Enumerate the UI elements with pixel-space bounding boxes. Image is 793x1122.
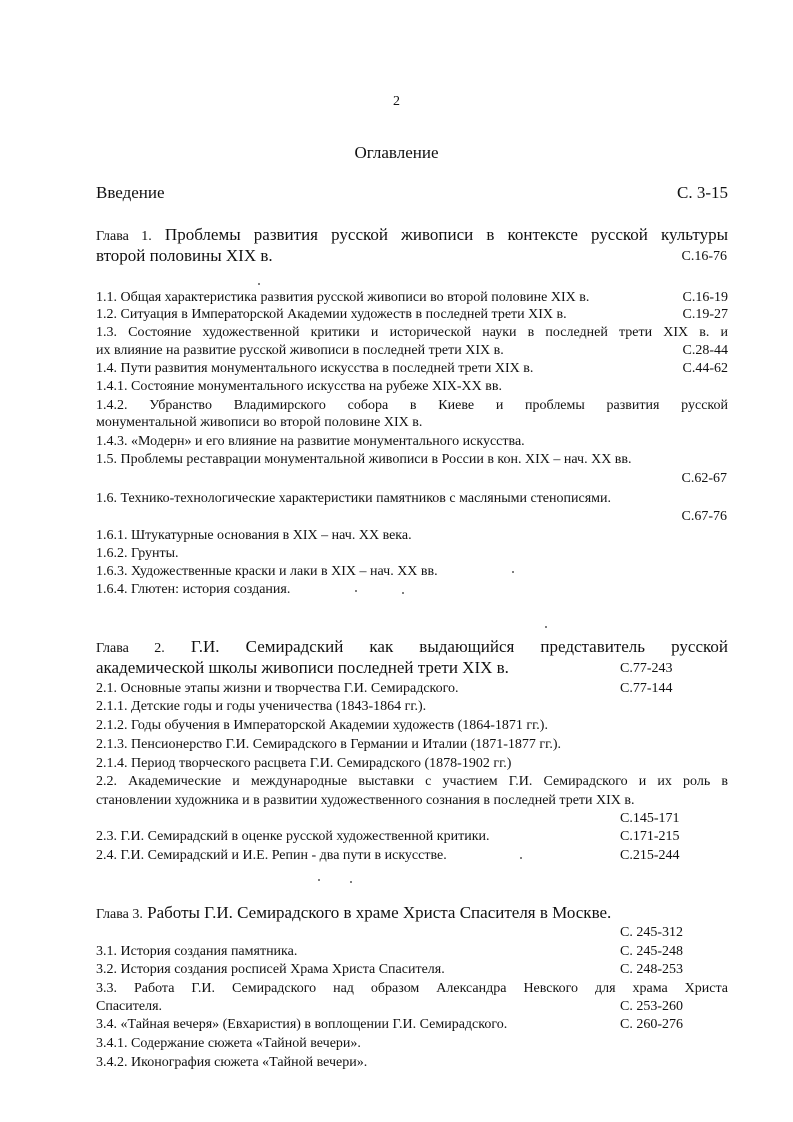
chapter-1-title-line1: Проблемы развития русской живописи в контексте русской культуры (164, 225, 728, 244)
toc-entry-1-3-line2 (96, 342, 728, 360)
chapter-2-title-line2: академической школы живописи последней трети XIX в. (96, 658, 509, 677)
scan-speck (258, 283, 260, 285)
toc-entry-2-4-pages: С.215-244 (620, 848, 680, 863)
chapter-3-pages: С. 245-312 (620, 925, 683, 940)
entry-text: их влияние на развитие русской живописи в последней трети XIX в. (96, 343, 504, 358)
toc-entry-1-6-4: 1.6.4. Глютен: история создания. (96, 582, 291, 597)
intro-pages: С. 3-15 (677, 183, 728, 202)
toc-entry-1-6-2: 1.6.2. Грунты. (96, 546, 179, 561)
toc-entry-2-2-line1: 2.2. Академические и международные выставки с участием Г.И. Семирадского и их роль в (96, 774, 728, 789)
scan-speck (520, 857, 522, 859)
toc-entry-1-4-1: 1.4.1. Состояние монументального искусства на рубеже XIX-XX вв. (96, 379, 502, 394)
toc-entry-3-1-pages: С. 245-248 (620, 944, 683, 959)
toc-entry-1-1 (96, 289, 728, 307)
scan-speck (318, 879, 320, 881)
toc-entry-1-4-2-line2: монументальной живописи во второй половине XIX в. (96, 415, 423, 430)
chapter-3-title: Работы Г.И. Семирадского в храме Христа Спасителя в Москве. (147, 903, 612, 922)
toc-entry-3-3-line2: Спасителя. (96, 999, 163, 1014)
toc-entry-1-5-pages: С.62-67 (681, 471, 727, 486)
chapter-2-prefix: Глава 2. (96, 641, 165, 656)
entry-text: 1.4. Пути развития монументального искусства в последней трети XIX в. (96, 361, 534, 376)
toc-entry-2-2-pages: С.145-171 (620, 811, 680, 826)
entry-text: 1.2. Ситуация в Императорской Академии художеств в последней трети XIX в. (96, 307, 567, 322)
toc-entry-1-6-1: 1.6.1. Штукатурные основания в XIX – нач. XX века. (96, 528, 412, 543)
toc-entry-1-4 (96, 360, 728, 378)
chapter-1-heading (96, 224, 728, 247)
toc-entry-3-2-pages: С. 248-253 (620, 962, 683, 977)
toc-entry-3-3-line1: 3.3. Работа Г.И. Семирадского над образом Александра Невского для храма Христа (96, 981, 728, 996)
chapter-3-heading (96, 902, 728, 925)
scan-speck (512, 571, 514, 573)
chapter-2-heading (96, 636, 728, 659)
toc-entry-3-2: 3.2. История создания росписей Храма Христа Спасителя. (96, 962, 445, 977)
toc-entry-3-4-2: 3.4.2. Иконография сюжета «Тайной вечери». (96, 1055, 368, 1070)
chapter-1-title-line2: второй половины XIX в. (96, 246, 273, 265)
entry-pages: С.19-27 (682, 307, 728, 322)
entry-pages: С.16-19 (682, 290, 728, 305)
toc-entry-3-4-pages: С. 260-276 (620, 1017, 683, 1032)
scan-speck (355, 590, 357, 592)
intro-label: Введение (96, 183, 165, 202)
toc-entry-2-1-3: 2.1.3. Пенсионерство Г.И. Семирадского в Германии и Италии (1871-1877 гг.). (96, 737, 561, 752)
toc-entry-2-1-4: 2.1.4. Период творческого расцвета Г.И. Семирадского (1878-1902 гг.) (96, 756, 512, 771)
toc-entry-3-4: 3.4. «Тайная вечеря» (Евхаристия) в воплощении Г.И. Семирадского. (96, 1017, 508, 1032)
chapter-1-pages: С.16-76 (681, 249, 727, 264)
toc-entry-2-1-pages: С.77-144 (620, 681, 673, 696)
toc-entry-1-6: 1.6. Технико-технологические характеристики памятников с масляными стенописями. (96, 491, 612, 506)
entry-pages: С.44-62 (682, 361, 728, 376)
page-number: 2 (393, 94, 400, 109)
chapter-2-pages: С.77-243 (620, 661, 673, 676)
toc-entry-2-1-2: 2.1.2. Годы обучения в Императорской Академии художеств (1864-1871 гг.). (96, 718, 548, 733)
toc-entry-1-4-2-line1: 1.4.2. Убранство Владимирского собора в Киеве и проблемы развития русской (96, 398, 728, 413)
toc-entry-1-2 (96, 306, 728, 324)
toc-entry-2-3-pages: С.171-215 (620, 829, 680, 844)
toc-entry-1-3-line1: 1.3. Состояние художественной критики и исторической науки в последней трети XIX в. и (96, 325, 728, 340)
toc-entry-3-4-1: 3.4.1. Содержание сюжета «Тайной вечери». (96, 1036, 361, 1051)
chapter-2-title-line1: Г.И. Семирадский как выдающийся представитель русской (190, 637, 729, 656)
toc-entry-1-5: 1.5. Проблемы реставрации монументальной живописи в России в кон. XIX – нач. XX вв. (96, 452, 632, 467)
scan-speck (545, 626, 547, 628)
toc-entry-2-4: 2.4. Г.И. Семирадский и И.Е. Репин - два пути в искусстве. (96, 848, 447, 863)
entry-pages: С.28-44 (682, 343, 728, 358)
chapter-3-prefix: Глава 3. (96, 907, 143, 922)
toc-entry-2-3: 2.3. Г.И. Семирадский в оценке русской художественной критики. (96, 829, 490, 844)
toc-entry-2-1: 2.1. Основные этапы жизни и творчества Г.И. Семирадского. (96, 681, 459, 696)
chapter-1-prefix: Глава 1. (96, 229, 152, 244)
toc-entry-3-3-pages: С. 253-260 (620, 999, 683, 1014)
toc-entry-2-2-line2: становлении художника и в развитии художественного сознания в последней трети XIX в. (96, 793, 635, 808)
toc-entry-1-6-3: 1.6.3. Художественные краски и лаки в XIX – нач. XX вв. (96, 564, 438, 579)
toc-title: Оглавление (354, 143, 439, 162)
toc-entry-3-1: 3.1. История создания памятника. (96, 944, 298, 959)
entry-text: 1.1. Общая характеристика развития русской живописи во второй половине XIX в. (96, 290, 590, 305)
toc-entry-1-6-pages: С.67-76 (681, 509, 727, 524)
toc-entry-intro (96, 182, 728, 203)
toc-entry-1-4-3: 1.4.3. «Модерн» и его влияние на развитие монументального искусства. (96, 434, 525, 449)
scan-speck (402, 592, 404, 594)
scan-speck (350, 881, 352, 883)
toc-entry-2-1-1: 2.1.1. Детские годы и годы ученичества (1843-1864 гг.). (96, 699, 427, 714)
